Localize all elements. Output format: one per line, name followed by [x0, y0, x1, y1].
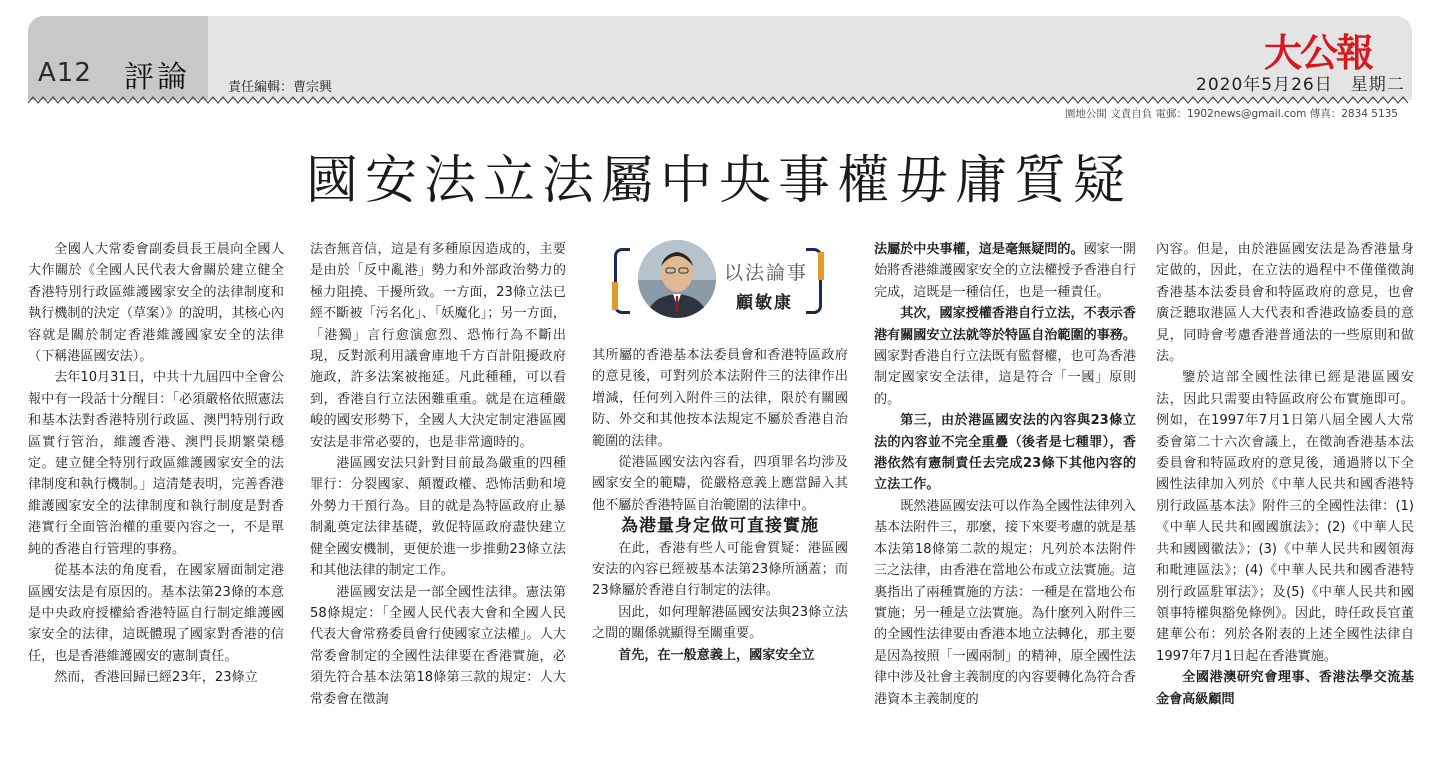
paragraph: 在此，香港有些人可能會質疑：港區國安法的內容已經被基本法第23條所涵蓋；而23條屬於香港自行制定的法律。 [592, 540, 848, 599]
paragraph [874, 303, 1136, 410]
author-box [614, 238, 822, 322]
paragraph: 既然港區國安法可以作為全國性法律列入基本法附件三，那麼，接下來要考慮的就是基本法第18條第二款的規定：凡列於本法附件三之法律，由香港在當地公布或立法實施。這裏指出了兩種實施的方法：一種是在當地公布實施；另一種是立法實施。為什麼列入附件三的全國性法律要由香港本地立法轉化，那主要是因為按照「一國兩制」的精神，原全國性法律中涉及社會主義制度的內容要轉化為符合香港資本主義制度的 [874, 498, 1136, 707]
bold-text: 首先，在一般意義上，國家安全立 [618, 647, 815, 663]
article-headline: 國安法立法屬中央事權毋庸質疑 [305, 151, 1132, 211]
contact-info: 園地公開 文責自負 電郵：1902news@gmail.com 傳真：2834 5135 [1064, 108, 1398, 120]
bracket-accent [818, 252, 824, 280]
paragraph: 內容。但是，由於港區國安法是為香港量身定做的，因此，在立法的過程中不僅僅徵詢香港基本法委員會和特區政府的意見，也會廣泛聽取港區人大代表和香港政協委員的意見，同時會考慮香港普通法的一些原則和做法。 [1156, 242, 1414, 365]
article-column-1 [28, 239, 284, 689]
editor-credit: 責任編輯：曹宗興 [228, 80, 333, 95]
subheading: 為港量身定做可直接實施 [621, 516, 819, 537]
article-column-2 [310, 239, 566, 710]
article-column-5 [1156, 239, 1414, 710]
author-affiliation: 全國港澳研究會理事、香港法學交流基金會高級顧問 [1156, 670, 1414, 707]
bold-text: 其次，國家授權香港自行立法，不表示香港有關國安立法就等於特區自治範圍的事務。 [874, 306, 1136, 343]
paragraph: 鑒於這部全國性法律已經是港區國安法，因此只需要由特區政府公布實施即可。例如，在1997年7月1日第八屆全國人大常委會第二十六次會議上，在徵詢香港基本法委員會和特區政府的意見後，通過將以下全國性法律加入列於《中華人民共和國香港特別行政區基本法》附件三的全國性法律：(1)《中華人民共和國國旗法》；(2)《中華人民共和國國徽法》；(3)《中華人民共和國領海和毗連區法》；(4)《中華人民共和國香港特別行政區駐軍法》；及(5)《中華人民共和國領事特權與豁免條例》。因此，時任政長官董建華公布：列於各附表的上述全國性法律自1997年7月1日起在香港實施。 [1156, 370, 1414, 664]
bold-text: 法屬於中央事權，這是毫無疑問的。 [874, 242, 1084, 257]
paragraph [874, 410, 1136, 496]
paragraph-text: 國家對香港自行立法既有監督權，也可為香港制定國家安全法律，這是符合「一國」原則的。 [874, 349, 1136, 407]
paragraph: 法杳無音信，這是有多種原因造成的，主要是由於「反中亂港」勢力和外部政治勢力的極力阻撓、干擾所致。一方面，23條立法已經不斷被「污名化」、「妖魔化」；另一方面，「港獨」言行愈演愈烈、恐怖行為不斷出現，反對派利用議會庫地千方百計阻擾政府施政，許多法案被拖延。凡此種種，可以看到，香港自行立法困難重重。就是在這種嚴峻的國安形勢下，全國人大決定制定港區國安法是非常必要的，也是非常適時的。 [310, 242, 566, 450]
bold-text: 第三，由於港區國安法的內容與23條立法的內容並不完全重疊（後者是七種罪），香港依然有憲制責任去完成23條下其他內容的立法工作。 [874, 413, 1136, 493]
paragraph: 全國人大常委會副委員長王晨向全國人大作關於《全國人民代表大會關於建立健全香港特別行政區維護國家安全的法律制度和執行機制的決定（草案）》的說明，其核心內容就是關於制定香港維護國家安全的法律（下稱港區國安法）。 [28, 242, 284, 365]
newspaper-logo: 大公報 [1264, 30, 1373, 75]
issue-date: 2020年5月26日 星期二 [1196, 75, 1405, 95]
author-name: 顧敏康 [736, 293, 793, 313]
paragraph: 其所屬的香港基本法委員會和香港特區政府的意見後，可對列於本法附件三的法律作出增減，任何列入附件三的法律，限於有關國防、外交和其他按本法規定不屬於香港自治範圍的法律。 [592, 348, 848, 449]
paragraph: 然而，香港回歸已經23年，23條立 [54, 670, 258, 686]
bracket-accent [612, 282, 618, 310]
paragraph [874, 239, 1136, 303]
paragraph: 港區國安法是一部全國性法律。憲法第58條規定：「全國人民代表大會和全國人民代表大會常務委員會行使國家立法權」。人大常委會制定的全國性法律要在香港實施，必須先符合基本法第18條第三款的規定：人大常委會在徵詢 [310, 584, 566, 707]
paragraph [592, 645, 848, 666]
column-name: 以法論事 [724, 262, 809, 284]
paragraph: 去年10月31日，中共十九屆四中全會公報中有一段話十分醒目：「必須嚴格依照憲法和基本法對香港特別行政區、澳門特別行政區實行管治，維護香港、澳門長期繁榮穩定。建立健全特別行政區維護國家安全的法律制度和執行機制。」這清楚表明，完善香港維護國家安全的法律制度和執行制度是對香港實行全面管治權的重要內容之一，不是單純的香港自行管理的事務。 [28, 370, 284, 557]
page-number: A12 [38, 58, 92, 88]
article-column-3 [592, 345, 848, 666]
paragraph [1156, 667, 1414, 710]
author-portrait-icon [638, 240, 716, 318]
zigzag-divider [28, 96, 1412, 104]
paragraph-text: 國家一開始將香港維護國家安全的立法權授予香港自行完成，這既是一種信任，也是一種責任。 [874, 242, 1137, 300]
section-name: 評論 [124, 60, 190, 95]
paragraph: 港區國安法只針對目前最為嚴重的四種罪行：分裂國家、顛覆政權、恐怖活動和境外勢力干預行為。目的就是為特區政府止暴制亂奠定法律基礎，敦促特區政府盡快建立健全國安機制，更便於進一步推動23條立法和其他法律的制定工作。 [310, 456, 566, 579]
article-column-4 [874, 239, 1136, 710]
paragraph: 從港區國安法內容看，四項罪名均涉及國家安全的範疇，從嚴格意義上應當歸入其他不屬於香港特區自治範圍的法律中。 [592, 455, 848, 513]
paragraph: 因此，如何理解港區國安法與23條立法之間的關係就顯得至關重要。 [592, 604, 848, 642]
paragraph: 從基本法的角度看，在國家層面制定港區國安法是有原因的。基本法第23條的本意是中央政府授權給香港特區自行制定維護國家安全的法律，這既體現了國家對香港的信任，也是香港維護國安的憲制責任。 [28, 563, 284, 664]
